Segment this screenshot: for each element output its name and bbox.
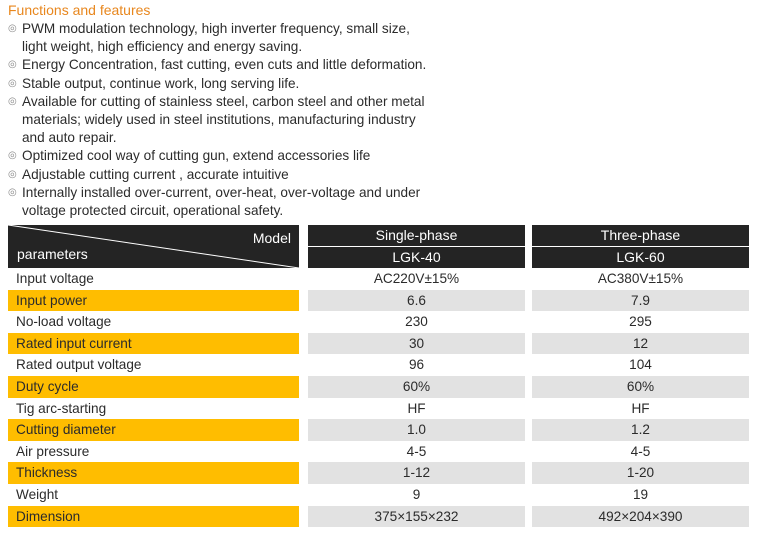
- column-model-2: LGK-60: [532, 247, 749, 268]
- row-label: Input power: [8, 290, 299, 312]
- row-value-lgk40: 60%: [308, 376, 525, 398]
- section-heading: Functions and features: [8, 2, 151, 18]
- row-label: Cutting diameter: [8, 419, 299, 441]
- row-label: Dimension: [8, 506, 299, 528]
- row-value-lgk60: HF: [631, 400, 650, 416]
- row-value-lgk40: 230: [405, 314, 428, 330]
- header-divider: [308, 246, 525, 247]
- row-value-lgk40: 1.0: [308, 419, 525, 441]
- table-row: [0, 506, 760, 528]
- header-divider: [532, 246, 749, 247]
- row-value-lgk40: AC220V±15%: [373, 271, 460, 286]
- table-row: [0, 290, 760, 312]
- bullet-icon: ◎: [8, 95, 17, 107]
- row-value-lgk40: 9: [412, 487, 421, 502]
- bullet-icon: ◎: [8, 59, 17, 71]
- table-row: [0, 484, 760, 506]
- row-value-lgk60: 295: [629, 314, 652, 330]
- bullet-icon: ◎: [8, 150, 17, 162]
- row-value-lgk60: 60%: [532, 376, 749, 398]
- feature-item: [8, 147, 508, 165]
- row-value-lgk60: 19: [632, 487, 649, 502]
- row-value-lgk60: 12: [532, 333, 749, 355]
- row-label: No-load voltage: [16, 314, 112, 330]
- bullet-icon: ◎: [8, 168, 17, 180]
- table-row: [0, 268, 760, 290]
- feature-text: Stable output, continue work, long serving life.: [22, 75, 300, 91]
- feature-item: [8, 20, 508, 56]
- column-model-1: LGK-40: [308, 247, 525, 268]
- feature-text: Adjustable cutting current , accurate intuitive: [22, 166, 289, 182]
- feature-text: Optimized cool way of cutting gun, extend accessories life: [22, 148, 371, 164]
- row-value-lgk60: 4-5: [630, 443, 651, 459]
- feature-item: [8, 75, 508, 93]
- table-row: [0, 441, 760, 463]
- table-row: [0, 333, 760, 355]
- row-value-lgk40: 375×155×232: [308, 506, 525, 528]
- feature-item: [8, 184, 508, 220]
- row-value-lgk60: 104: [629, 357, 652, 373]
- row-value-lgk60: AC380V±15%: [597, 271, 684, 286]
- row-label: Weight: [16, 487, 59, 502]
- row-value-lgk40: 4-5: [406, 443, 427, 459]
- column-phase-1: Single-phase: [308, 225, 525, 246]
- row-value-lgk60: 1-20: [532, 462, 749, 484]
- row-label: Duty cycle: [8, 376, 299, 398]
- row-label: Rated output voltage: [16, 357, 142, 373]
- row-value-lgk60: 1.2: [532, 419, 749, 441]
- table-row: [0, 462, 760, 484]
- bullet-icon: ◎: [8, 77, 17, 89]
- row-label: Input voltage: [16, 271, 94, 286]
- feature-text: Internally installed over-current, over-heat, over-voltage and under voltage protected circuit, operational safety.: [22, 184, 421, 219]
- feature-item: [8, 166, 508, 184]
- row-value-lgk40: 6.6: [308, 290, 525, 312]
- feature-text: PWM modulation technology, high inverter frequency, small size, light weight, high efficiency and energy saving.: [22, 21, 410, 55]
- table-corner-header: [8, 225, 299, 268]
- row-label: Thickness: [8, 462, 299, 484]
- table-row: [0, 311, 760, 333]
- feature-item: [8, 93, 508, 148]
- row-value-lgk40: 30: [308, 333, 525, 355]
- column-phase-2: Three-phase: [532, 225, 749, 246]
- header-model-label: Model: [252, 230, 291, 246]
- feature-text: Available for cutting of stainless steel, carbon steel and other metal materials; widely used in steel institutions, manufacturing industry and auto repair.: [22, 93, 425, 146]
- row-label: Tig arc-starting: [16, 400, 107, 416]
- row-label: Air pressure: [16, 443, 90, 459]
- row-value-lgk40: HF: [407, 400, 426, 416]
- row-value-lgk40: 96: [408, 357, 425, 373]
- row-value-lgk60: 492×204×390: [532, 506, 749, 528]
- table-row: [0, 398, 760, 420]
- table-row: [0, 354, 760, 376]
- feature-list: [8, 20, 508, 220]
- bullet-icon: ◎: [8, 186, 17, 198]
- feature-text: Energy Concentration, fast cutting, even cuts and little deformation.: [22, 57, 427, 73]
- table-row: [0, 419, 760, 441]
- table-row: [0, 376, 760, 398]
- row-label: Rated input current: [8, 333, 299, 355]
- header-parameters-label: parameters: [17, 246, 88, 262]
- bullet-icon: ◎: [8, 23, 17, 34]
- row-value-lgk40: 1-12: [308, 462, 525, 484]
- row-value-lgk60: 7.9: [532, 290, 749, 312]
- feature-item: [8, 56, 508, 74]
